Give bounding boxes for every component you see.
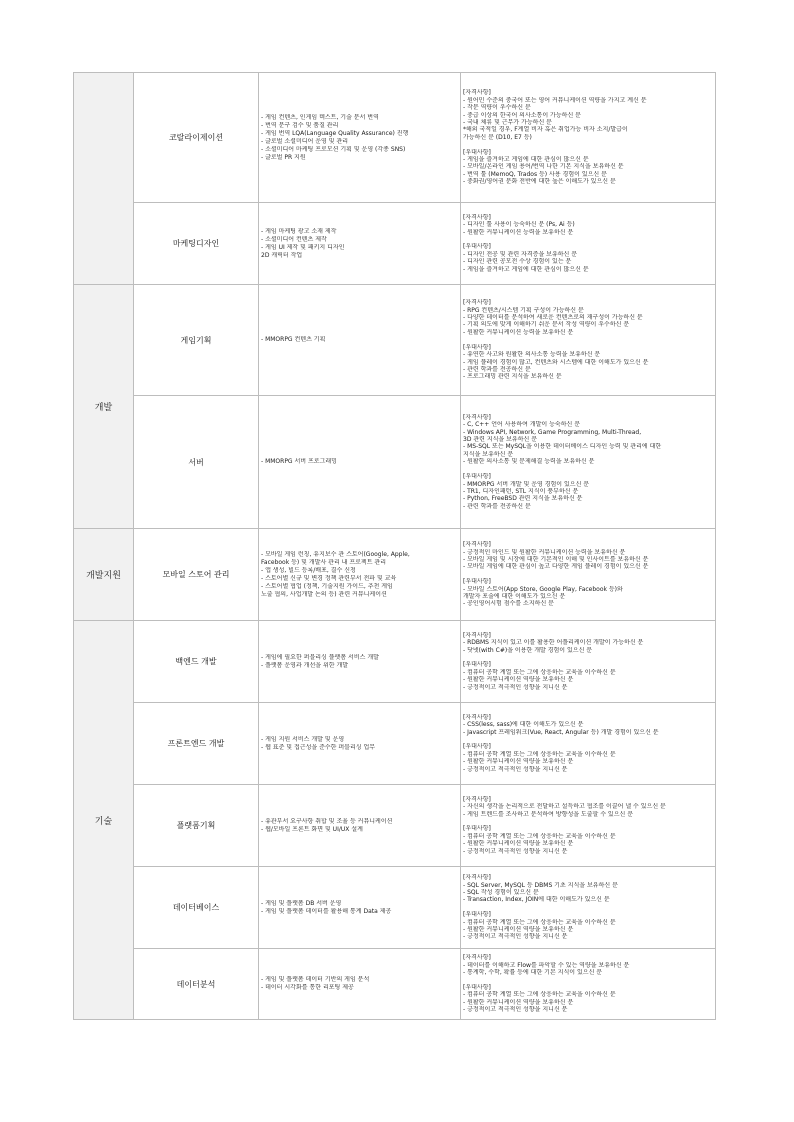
job-title-cell: 데이터베이스 <box>134 867 259 949</box>
requirement-line: - Transaction, Index, JOIN에 대한 이해도가 있으신 분 <box>463 896 610 904</box>
requirement-heading: [자격사항] <box>463 874 491 882</box>
duties-cell <box>259 621 461 703</box>
duty-line: - 스토어별 신규 및 변경 정책 관련부서 전파 및 교육 <box>261 574 397 582</box>
requirement-heading: [우대사항] <box>463 578 491 586</box>
duty-line: - 게임 및 플랫폼 DB 서버 운영 <box>261 899 342 907</box>
duty-line: - 글로벌 소셜미디어 운영 및 관리 <box>261 137 349 145</box>
requirement-line: - 디자인 툴 사용이 능숙하신 분 (Ps, Ai 등) <box>463 221 575 229</box>
duty-line: - 게임 마케팅 광고 소재 제작 <box>261 227 337 235</box>
job-row <box>74 703 716 785</box>
duties-cell <box>259 396 461 529</box>
duty-line: - 게임 지원 서비스 개발 및 운영 <box>261 735 345 743</box>
duty-line: Facebook 등) 및 개발사 관리 내 프로젝트 관리 <box>261 558 387 566</box>
job-title-cell: 게임기획 <box>134 285 259 396</box>
job-row <box>74 529 716 621</box>
requirement-line <box>463 736 713 743</box>
requirement-line: 개발자 포술에 대한 이해도가 있으신 분 <box>463 593 566 600</box>
requirement-line: - CSS(less, sass)에 대한 이해도가 있으신 분 <box>463 721 584 729</box>
requirement-line: - SQL 작성 경험이 있으신 분 <box>463 888 539 896</box>
requirement-line: - 긍정적이고 적극적인 성향을 지니신 분 <box>463 765 568 773</box>
requirement-line: - RPG 컨텐츠/시스템 기획 구성이 가능하신 분 <box>463 306 584 314</box>
duty-line: 2D 캐릭터 작업 <box>261 251 303 259</box>
requirement-line: - Python, FreeBSD 관련 지식을 보유하신 분 <box>463 495 583 503</box>
requirement-heading: [자격사항] <box>463 795 491 803</box>
duty-line: - 번역 문구 검수 및 품질 관리 <box>261 121 339 129</box>
requirement-line: - 긍정적이고 적극적인 성향을 지니신 분 <box>463 847 568 855</box>
requirement-line <box>463 336 713 343</box>
requirement-line <box>463 904 713 911</box>
requirement-line: - 프로그래밍 관련 지식을 보유하신 분 <box>463 373 562 381</box>
requirement-line: - 통계학, 수학, 확률 등에 대한 기본 지식이 있으신 분 <box>463 969 603 977</box>
requirement-line: - MMORPG 서버 개발 및 운영 경험이 있으신 분 <box>463 480 590 488</box>
department-cell <box>74 73 134 285</box>
requirement-heading: [자격사항] <box>463 299 491 307</box>
requirements-cell <box>461 867 716 949</box>
duties-cell <box>259 949 461 1020</box>
duty-line: - 게임 및 플랫폼 데이터 기반의 게임 분석 <box>261 976 370 983</box>
requirement-line: - 긍정적인 마인드 및 원활한 커뮤니케이션 능력을 보유하신 분 <box>463 548 626 556</box>
requirement-line: - 원활한 커뮤니케이션 능력을 보유하신 분 <box>463 328 574 336</box>
requirements-cell <box>461 396 716 529</box>
duty-line: - MMORPG 서버 프로그래밍 <box>261 458 337 465</box>
requirement-line: - 작문 역량이 우수하신 분 <box>463 104 531 112</box>
requirement-line <box>463 141 713 148</box>
requirement-line: - 원활한 커뮤니케이션 역량을 보유하신 분 <box>463 998 574 1006</box>
duty-line: - 글로벌 PR 지원 <box>261 153 306 161</box>
job-requirements-table <box>73 72 716 1020</box>
requirement-heading: [자격사항] <box>463 413 491 421</box>
requirement-line: - C, C++ 언어 사용하여 개발이 능숙하신 분 <box>463 421 581 429</box>
requirement-heading: [우대사항] <box>463 743 491 751</box>
requirement-heading: [우대사항] <box>463 911 491 919</box>
requirements-cell <box>461 203 716 285</box>
requirement-line: 3D 관련 지식을 보유하신 분 <box>463 436 538 444</box>
requirement-heading: [자격사항] <box>463 213 491 221</box>
requirement-line: - 모바일 게임 및 시장에 대한 기본적인 이해 및 인사이트를 보유하신 분 <box>463 555 649 563</box>
job-title-cell: 프론트엔드 개발 <box>134 703 259 785</box>
requirement-heading: [자격사항] <box>463 631 491 639</box>
duty-line: - 데이터 시각화를 통한 리포팅 제공 <box>261 984 354 991</box>
requirement-line: - 게임을 즐겨하고 게임에 대한 관심이 많으신 분 <box>463 156 589 163</box>
requirement-line: - RDBMS 지식이 있고 이를 활용한 어플리케이션 개발이 가능하신 분 <box>463 639 644 647</box>
requirement-line: - 원어민 수준의 중국어 또는 영어 커뮤니케이션 역량을 가지고 계신 분 <box>463 96 647 104</box>
duty-line: - 모바일 게임 런칭, 유지보수 관 스토어(Google, Apple, <box>261 550 410 558</box>
requirements-cell <box>461 285 716 396</box>
duty-line: - 웹 표준 및 접근성을 준수한 퍼블리싱 업무 <box>261 743 376 751</box>
requirement-line: - 모바일 스토어(App Store, Google Play, Facebook 등)와 <box>463 585 623 593</box>
duty-line: - 게임 컨텐츠, 인게임 텍스트, 기술 문서 번역 <box>261 113 379 121</box>
requirement-line: - 유연한 사고와 원활한 의사소통 능력을 보유하신 분 <box>463 351 601 359</box>
requirement-line: - 원활한 커뮤니케이션 능력을 보유하신 분 <box>463 228 574 236</box>
requirement-line: - 게임 트렌드를 조사하고 분석하여 방향성을 도출할 수 있으신 분 <box>463 810 634 818</box>
requirement-line <box>463 654 713 661</box>
requirement-line: - 기획 의도에 맞게 이해하기 쉬운 문서 작성 역량이 우수하신 분 <box>463 321 630 329</box>
requirement-line: - 원활한 커뮤니케이션 역량을 보유하신 분 <box>463 926 574 933</box>
requirement-line: - 원활한 커뮤니케이션 역량을 보유하신 분 <box>463 676 574 684</box>
department-cell: 기술 <box>74 621 134 1020</box>
requirement-heading: [자격사항] <box>463 89 491 97</box>
requirement-line: - 다양한 데이터를 분석하여 새로운 컨텐츠로의 재구성이 가능하신 분 <box>463 314 643 322</box>
requirement-line: - 번역 툴 (MemoQ, Trados 등) 사용 경험이 있으신 분 <box>463 170 607 178</box>
job-table-body <box>74 73 716 1020</box>
duty-line: - 게임 번역 LQA(Language Quality Assurance) 진행 <box>261 129 409 137</box>
requirement-line: - 긍정적이고 적극적인 성향을 지니신 분 <box>463 1006 568 1014</box>
department-cell: 개발지원 <box>74 529 134 621</box>
requirement-line: - 중급 이상의 한국어 의사소통이 가능하신 분 <box>463 111 581 119</box>
job-row <box>74 949 716 1020</box>
requirement-heading: [우대사항] <box>463 983 491 991</box>
requirement-line: - 데이터를 이해하고 Flow를 파악할 수 있는 역량을 보유하신 분 <box>463 961 630 969</box>
job-row <box>74 73 716 203</box>
requirement-line: - 닷넷(with C#)을 이용한 개발 경험이 있으신 분 <box>463 646 593 654</box>
requirement-line: - 컴퓨터 공학 계열 또는 그에 상응하는 교육을 이수하신 분 <box>463 832 616 840</box>
requirement-line: - 게임을 즐겨하고 게임에 대한 관심이 많으신 분 <box>463 265 589 273</box>
requirement-line: - 게임 플레이 경험이 많고, 컨텐츠와 시스템에 대한 이해도가 있으신 분 <box>463 358 649 366</box>
duty-line: - 스토어별 협업 (정책, 기술지원 가이드, 추천 게임 <box>261 582 393 590</box>
requirement-line: *해외 국적일 경우, F계열 비자 혹은 취업가능 비자 소지/발급이 <box>463 126 628 134</box>
requirement-line: - 중화권/영어권 문화 전반에 대한 높은 이해도가 있으신 분 <box>463 178 616 186</box>
job-title-cell: 모바일 스토어 관리 <box>134 529 259 621</box>
requirement-line: - MS-SQL 또는 MySQL을 이용한 데이터베이스 디자인 능력 및 관리에 대한 <box>463 443 662 451</box>
requirement-heading: [우대사항] <box>463 343 491 351</box>
requirement-heading: [자격사항] <box>463 713 491 721</box>
requirement-heading: [우대사항] <box>463 825 491 833</box>
requirement-line: - 긍정적이고 적극적인 성향을 지니신 분 <box>463 683 568 691</box>
requirement-line <box>463 571 713 578</box>
job-title-cell: 플랫폼기획 <box>134 785 259 867</box>
duties-cell <box>259 203 461 285</box>
duty-line: - 플랫폼 운영과 개선을 위한 개발 <box>261 661 349 669</box>
requirement-line: - 긍정적이고 적극적인 성향을 지니신 분 <box>463 933 568 941</box>
requirement-heading: [자격사항] <box>463 541 491 549</box>
requirement-line: 지식을 보유하신 분 <box>463 450 514 458</box>
job-title-cell: 백엔드 개발 <box>134 621 259 703</box>
job-title-cell: 서버 <box>134 396 259 529</box>
requirement-line: - 원활한 커뮤니케이션 역량을 보유하신 분 <box>463 840 574 848</box>
requirements-cell <box>461 621 716 703</box>
duties-cell <box>259 73 461 203</box>
department-cell: 개발 <box>74 285 134 529</box>
duty-line: - 앱 생성, 빌드 등록/배포, 결수 신청 <box>261 566 356 574</box>
requirement-line: - 컴퓨터 공학 계열 또는 그에 상응하는 교육을 이수하신 분 <box>463 918 616 926</box>
duty-line: - MMORPG 컨텐츠 기획 <box>261 336 326 343</box>
requirement-line: - 모바일/온라인 게임 용어/번역 나한 기본 지식을 보유하신 분 <box>463 163 624 171</box>
requirement-heading: [우대사항] <box>463 148 491 156</box>
requirement-line <box>463 236 713 243</box>
requirements-cell <box>461 785 716 867</box>
requirement-heading: [우대사항] <box>463 661 491 669</box>
duty-line: - 게임에 필요한 퍼블리싱 플랫폼 서비스 개발 <box>261 653 379 661</box>
requirement-line <box>463 977 713 984</box>
requirements-cell <box>461 949 716 1020</box>
requirement-line: - 컴퓨터 공학 계열 또는 그에 상응하는 교육을 이수하신 분 <box>463 750 616 758</box>
duties-cell <box>259 703 461 785</box>
requirement-line: - 자신의 생각을 논리적으로 전달하고 설득하고 협조를 이끌어 낼 수 있으신 분 <box>463 803 666 811</box>
duties-cell <box>259 529 461 621</box>
duties-cell <box>259 867 461 949</box>
duty-line: 노출 협의, 사업개발 논의 등) 관련 커뮤니케이션 <box>261 590 387 598</box>
requirement-line: - 국내 체류 및 근무가 가능하신 분 <box>463 118 552 126</box>
requirement-line: - 원활한 의사소통 및 문제해결 능력을 보유하신 분 <box>463 458 595 466</box>
duty-line: - 게임 UI 제작 및 패키지 디자인 <box>261 243 345 251</box>
job-title-cell: 코랄라이제이션 <box>134 73 259 203</box>
requirement-line: - 컴퓨터 공학 계열 또는 그에 상응하는 교육을 이수하신 분 <box>463 668 616 676</box>
requirement-line: - 관련 학과를 전공하신 분 <box>463 502 531 510</box>
requirement-line: - 원활한 커뮤니케이션 역량을 보유하신 분 <box>463 758 574 766</box>
duty-line: - 소셜미디어 마케팅 프로모션 기획 및 운영 (각종 SNS) <box>261 145 406 153</box>
job-title-cell: 마케팅디자인 <box>134 203 259 285</box>
job-row <box>74 285 716 396</box>
job-row <box>74 621 716 703</box>
requirement-line: - 디자인 관련 공모전 수상 경험이 있는 분 <box>463 258 572 266</box>
requirement-line: - 공인영어시험 점수를 소지하신 분 <box>463 600 554 608</box>
requirement-line <box>463 818 713 825</box>
requirement-heading: [자격사항] <box>463 954 491 962</box>
requirements-cell <box>461 73 716 203</box>
requirement-line: - 모바일 게임에 대한 관심이 높고 다양한 게임 플레이 경험이 있으신 분 <box>463 563 649 571</box>
duty-line: - 웹/모바일 프론트 화면 및 UI/UX 설계 <box>261 825 363 833</box>
requirement-line: - SQL Server, MySQL 등 DBMS 기초 지식을 보유하신 분 <box>463 881 618 889</box>
duties-cell <box>259 785 461 867</box>
duties-cell <box>259 285 461 396</box>
requirement-line: - 디자인 전공 및 관련 자격증을 보유하신 분 <box>463 250 578 258</box>
job-row <box>74 203 716 285</box>
requirement-heading: [우대사항] <box>463 243 491 251</box>
job-title-cell: 데이터분석 <box>134 949 259 1020</box>
requirement-line: - 컴퓨터 공학 계열 또는 그에 상응하는 교육을 이수하신 분 <box>463 991 616 999</box>
duty-line: - 소셜미디어 컨텐츠 제작 <box>261 235 327 243</box>
requirement-heading: [우대사항] <box>463 473 491 481</box>
requirement-line: - TR1, 디자인패턴, STL 지식이 풍부하신 분 <box>463 487 579 495</box>
duty-line: - 게임 및 플랫폼 데이터를 활용해 통계 Data 제공 <box>261 907 392 915</box>
job-row <box>74 396 716 529</box>
requirement-line <box>463 466 713 473</box>
job-row <box>74 785 716 867</box>
job-row <box>74 867 716 949</box>
requirement-line: - 관련 학과를 전공하신 분 <box>463 365 531 373</box>
duty-line: - 유관부서 요구사항 취합 및 조율 등 커뮤니케이션 <box>261 817 393 825</box>
requirement-line: - Windows API, Network, Game Programming, Multi-Thread, <box>463 428 642 436</box>
requirements-cell <box>461 529 716 621</box>
requirements-cell <box>461 703 716 785</box>
requirement-line: - Javascript 프레임워크(Vue, React, Angular 등) 개발 경험이 있으신 분 <box>463 728 659 736</box>
requirement-line: 가능하신 분 (D10, E7 등) <box>463 133 532 141</box>
